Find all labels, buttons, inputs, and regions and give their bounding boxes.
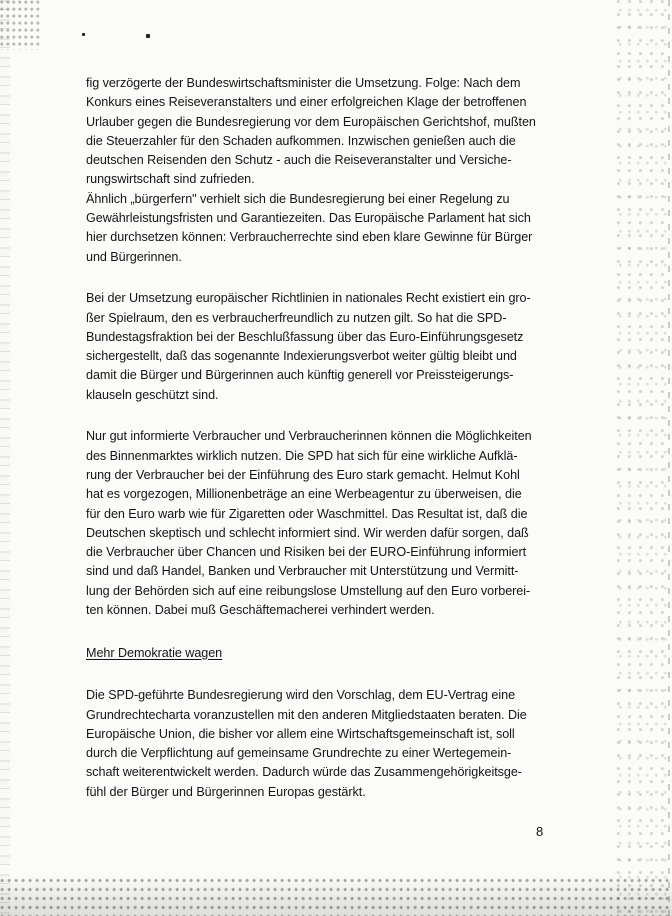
text-line: Gewährleistungsfristen und Garantiezeiten. Das Europäische Parlament hat sich [86, 211, 531, 226]
text-line: rungswirtschaft sind zufrieden. [86, 172, 255, 187]
text-line: Konkurs eines Reiseveranstalters und einer erfolgreichen Klage der betroffenen [86, 95, 527, 110]
scan-speck [146, 34, 150, 38]
text-line: ßer Spielraum, den es verbraucherfreundlich zu nutzen gilt. So hat die SPD- [86, 310, 507, 325]
text-line: die Verbraucher über Chancen und Risiken bei der EURO-Einführung informiert [86, 545, 527, 560]
text-line: und Bürgerinnen. [86, 249, 182, 264]
text-line: durch die Verpflichtung auf gemeinsame Grundrechte zu einer Wertegemein- [86, 746, 512, 761]
scan-edge-right [614, 0, 672, 916]
text-line: hier durchsetzen können: Verbraucherrechte sind eben klare Gewinne für Bürger [86, 230, 533, 245]
text-line: Grundrechtecharta voranzustellen mit den anderen Mitgliedstaaten beraten. Die [86, 707, 527, 722]
scan-edge-bottom [0, 876, 672, 916]
text-line: fühl der Bürger und Bürgerinnen Europas gestärkt. [86, 784, 366, 799]
scan-edge-left [0, 0, 10, 916]
text-line: fig verzögerte der Bundeswirtschaftsminister die Umsetzung. Folge: Nach dem [86, 76, 521, 90]
text-line: rung der Verbraucher bei der Einführung des Euro stark gemacht. Helmut Kohl [86, 467, 520, 482]
text-line: Deutschen skeptisch und schlecht informiert sind. Wir werden dafür sorgen, daß [86, 525, 529, 540]
text-line: die Steuerzahler für den Schaden aufkommen. Inzwischen genießen auch die [86, 133, 516, 148]
paragraph-3 [86, 427, 532, 620]
text-line: Die SPD-geführte Bundesregierung wird den Vorschlag, dem EU-Vertrag eine [86, 688, 516, 703]
text-line: hat es vorgezogen, Millionenbeträge an eine Werbeagentur zu überweisen, die [86, 487, 522, 502]
text-line: des Binnenmarktes wirklich nutzen. Die SPD hat sich für eine wirkliche Aufklä- [86, 448, 518, 463]
text-line: sind und daß Handel, Banken und Verbraucher mit Unterstützung und Vermitt- [86, 564, 519, 579]
text-line: Urlauber gegen die Bundesregierung vor dem Europäischen Gerichtshof, mußten [86, 114, 536, 129]
scan-edge-right-line [668, 0, 670, 916]
paragraph-2 [86, 289, 531, 405]
text-line: Bundestagsfraktion bei der Beschlußfassung über das Euro-Einführungsgesetz [86, 329, 524, 344]
text-line: klauseln geschützt sind. [86, 387, 219, 402]
text-line: Nur gut informierte Verbraucher und Verbraucherinnen können die Möglichkeiten [86, 429, 532, 444]
text-line: Ähnlich „bürgerfern" verhielt sich die Bundesregierung bei einer Regelung zu [86, 191, 510, 206]
document-body [86, 74, 536, 802]
section-heading-wrap [86, 644, 506, 663]
page-number: 8 [536, 824, 544, 839]
scan-speck [82, 33, 85, 36]
text-line: sichergestellt, daß das sogenannte Indexierungsverbot weiter gültig bleibt und [86, 349, 517, 364]
text-line: damit die Bürger und Bürgerinnen auch künftig generell vor Preissteigerungs- [86, 368, 514, 383]
section-heading: Mehr Demokratie wagen [86, 645, 223, 660]
scan-corner-top-left [0, 0, 40, 50]
text-line: Europäische Union, die bisher vor allem eine Wirtschaftsgemeinschaft ist, soll [86, 726, 515, 741]
text-line: Bei der Umsetzung europäischer Richtlinien in nationales Recht existiert ein gro- [86, 291, 531, 306]
text-line: für den Euro warb wie für Zigaretten oder Waschmittel. Das Resultat ist, daß die [86, 506, 528, 521]
paragraph-4 [86, 686, 527, 802]
text-line: schaft weiterentwickelt werden. Dadurch würde das Zusammengehörigkeitsge- [86, 765, 522, 780]
paragraph-1 [86, 74, 536, 267]
text-line: lung der Behörden sich auf eine reibungslose Umstellung auf den Euro vorberei- [86, 583, 531, 598]
text-line: ten können. Dabei muß Geschäftemacherei verhindert werden. [86, 603, 435, 618]
text-line: deutschen Reisenden den Schutz - auch die Reiseveranstalter und Versiche- [86, 153, 512, 168]
